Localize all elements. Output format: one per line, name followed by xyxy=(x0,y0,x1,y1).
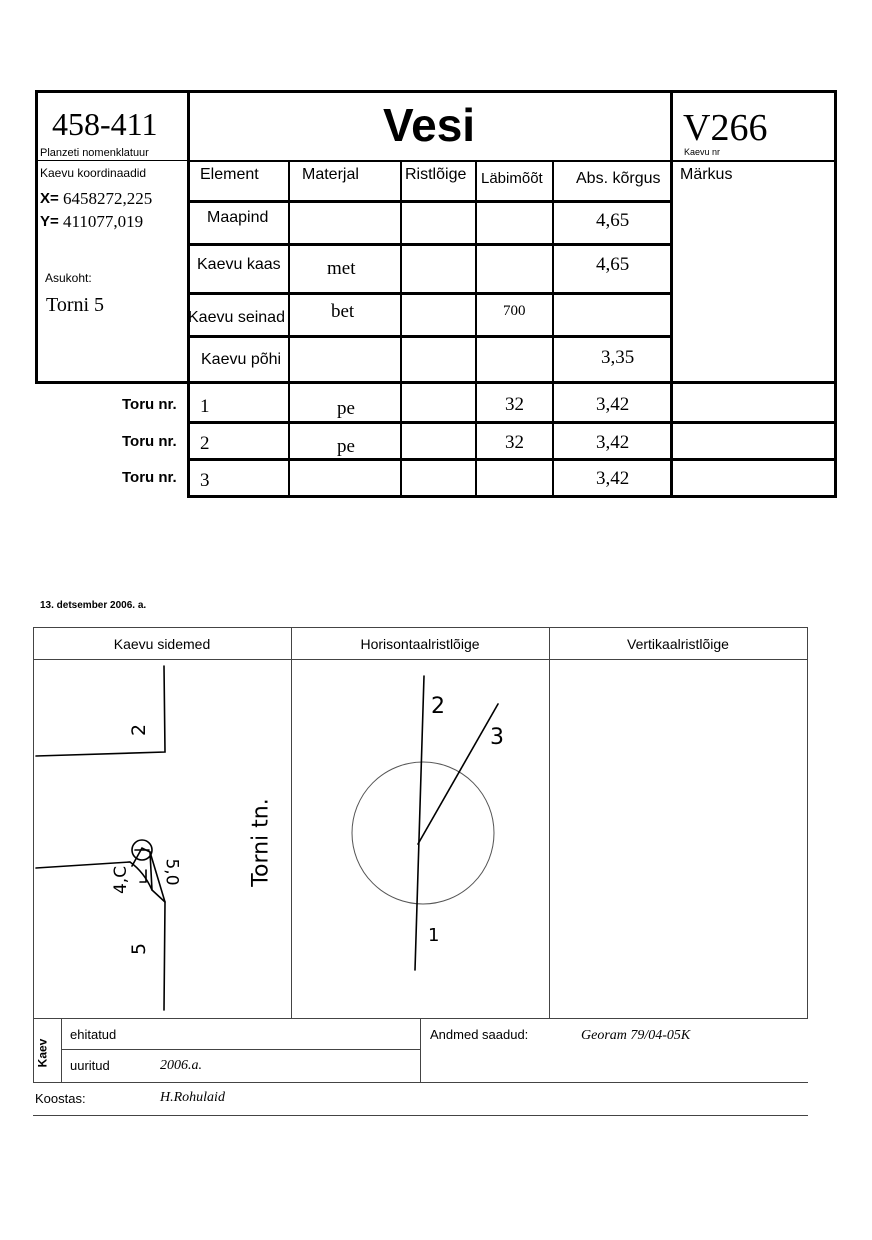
kaev-label: Kaev xyxy=(35,1038,50,1068)
pipe-nr: 2 xyxy=(200,433,210,454)
col-material: Materjal xyxy=(302,166,359,183)
row-diameter: 700 xyxy=(503,303,526,319)
x-label: X= xyxy=(40,190,59,207)
row-height: 4,65 xyxy=(596,254,630,275)
dist-left: 4,C xyxy=(111,865,132,895)
col-cross: Ristlõige xyxy=(405,166,467,183)
nomenclature-label: Planzeti nomenklatuur xyxy=(40,147,149,159)
line-label: 2 xyxy=(431,694,445,719)
horizontal-section-sketch xyxy=(292,660,549,1017)
pipe-label: Toru nr. xyxy=(122,396,177,413)
location-value: Torni 5 xyxy=(46,294,105,316)
surveyed-label: uuritud xyxy=(70,1058,110,1073)
row-material: met xyxy=(327,258,356,279)
well-number-value: V266 xyxy=(683,107,768,149)
pipe-height: 3,42 xyxy=(596,468,630,489)
location-label: Asukoht: xyxy=(45,271,92,285)
pipe-material: pe xyxy=(337,398,355,419)
pipe-nr: 1 xyxy=(200,396,210,417)
line-label: 3 xyxy=(490,725,504,750)
pipe-label: Toru nr. xyxy=(122,433,177,450)
pipe-height: 3,42 xyxy=(596,394,630,415)
line-label: 1 xyxy=(428,925,440,946)
pipe-label: Toru nr. xyxy=(122,469,177,486)
nomenclature-value: 458-411 xyxy=(52,106,158,142)
row-element: Kaevu seinad xyxy=(188,309,285,326)
col-diameter: Läbimõõt xyxy=(481,170,543,187)
author-value: H.Rohulaid xyxy=(160,1090,225,1105)
street-name: Torni tn. xyxy=(248,798,274,887)
col-notes: Märkus xyxy=(680,166,733,183)
sketch-col-horizontal: Horisontaalristlõige xyxy=(360,636,480,652)
sketch-col-connections: Kaevu sidemed xyxy=(113,636,211,652)
row-element: Maapind xyxy=(207,209,269,226)
pipe-height: 3,42 xyxy=(596,432,630,453)
y-value: 411077,019 xyxy=(63,212,144,231)
row-element: Kaevu kaas xyxy=(197,256,281,273)
row-element: Kaevu põhi xyxy=(201,351,282,368)
col-element: Element xyxy=(200,166,259,183)
coords-label: Kaevu koordinaadid xyxy=(40,166,147,180)
sketch-col-vertical: Vertikaalristlõige xyxy=(627,636,729,652)
source-value: Georam 79/04-05K xyxy=(581,1028,691,1043)
document-date: 13. detsember 2006. a. xyxy=(40,600,147,611)
mark-bottom: 5 xyxy=(128,942,151,956)
row-height: 4,65 xyxy=(596,210,630,231)
x-value: 6458272,225 xyxy=(63,189,153,208)
pipe-diameter: 32 xyxy=(505,432,524,453)
page-title: Vesi xyxy=(383,99,476,151)
row-height: 3,35 xyxy=(601,347,635,368)
well-number-label: Kaevu nr xyxy=(684,147,721,157)
y-label: Y= xyxy=(40,213,59,230)
pipe-diameter: 32 xyxy=(505,394,524,415)
pipe-material: pe xyxy=(337,436,355,457)
mark-top: 2 xyxy=(128,723,151,737)
source-label: Andmed saadud: xyxy=(430,1027,529,1042)
dist-right: 5,0 xyxy=(161,858,182,886)
row-material: bet xyxy=(331,301,355,322)
author-label: Koostas: xyxy=(35,1091,86,1106)
col-height: Abs. kõrgus xyxy=(576,170,661,187)
surveyed-value: 2006.a. xyxy=(160,1058,202,1073)
built-label: ehitatud xyxy=(70,1027,117,1042)
pipe-nr: 3 xyxy=(200,470,210,491)
